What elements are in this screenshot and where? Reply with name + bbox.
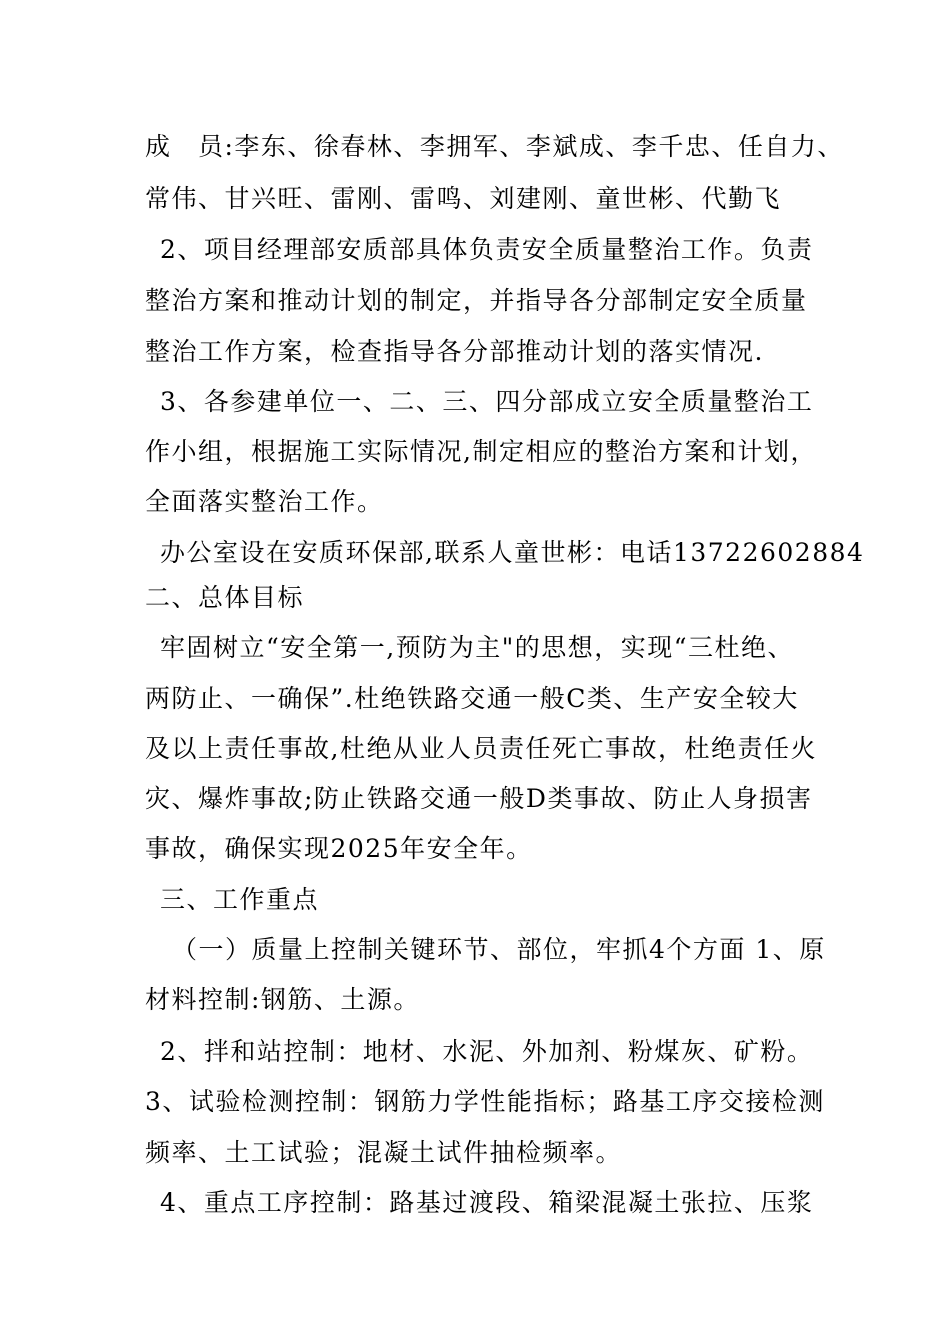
office-contact-line: 办公室设在安质环保部,联系人童世彬：电话13722602884 [160, 538, 865, 567]
member-list-line-1: 成 员:李东、徐春林、李拥军、李斌成、李千忠、任自力、 [145, 132, 844, 161]
goal-paragraph-line-4: 灾、爆炸事故;防止铁路交通一般D类事故、防止人身损害 [145, 784, 813, 813]
testing-control-line-2: 频率、土工试验；混凝土试件抽检频率。 [145, 1138, 623, 1167]
key-process-control-line: 4、重点工序控制：路基过渡段、箱梁混凝土张拉、压浆 [160, 1188, 814, 1217]
quality-control-line-2: 材料控制:钢筋、土源。 [145, 985, 420, 1014]
goal-paragraph-line-1: 牢固树立“安全第一,预防为主"的思想，实现“三杜绝、 [160, 633, 795, 662]
goal-paragraph-line-2: 两防止、一确保”.杜绝铁路交通一般C类、生产安全较大 [145, 684, 799, 713]
section-heading-overall-goal: 二、总体目标 [145, 583, 305, 612]
quality-control-line-1: （一）质量上控制关键环节、部位，牢抓4个方面 1、原 [172, 935, 826, 964]
goal-paragraph-line-5: 事故，确保实现2025年安全年。 [145, 834, 533, 863]
item-3-line-2: 作小组，根据施工实际情况,制定相应的整治方案和计划， [145, 437, 817, 466]
item-3-line-1: 3、各参建单位一、二、三、四分部成立安全质量整治工 [160, 387, 814, 416]
item-3-line-3: 全面落实整治工作。 [145, 487, 384, 516]
item-2-line-1: 2、项目经理部安质部具体负责安全质量整治工作。负责 [160, 235, 814, 264]
mixing-station-line: 2、拌和站控制：地材、水泥、外加剂、粉煤灰、矿粉。 [160, 1037, 814, 1066]
item-2-line-2: 整治方案和推动计划的制定，并指导各分部制定安全质量 [145, 286, 808, 315]
testing-control-line-1: 3、试验检测控制：钢筋力学性能指标；路基工序交接检测 [145, 1087, 825, 1116]
member-list-line-2: 常伟、甘兴旺、雷刚、雷鸣、刘建刚、童世彬、代勤飞 [145, 184, 782, 213]
item-2-line-3: 整治工作方案，检查指导各分部推动计划的落实情况. [145, 337, 764, 366]
section-heading-work-focus: 三、工作重点 [160, 885, 320, 914]
goal-paragraph-line-3: 及以上责任事故,杜绝从业人员责任死亡事故，杜绝责任火 [145, 734, 817, 763]
